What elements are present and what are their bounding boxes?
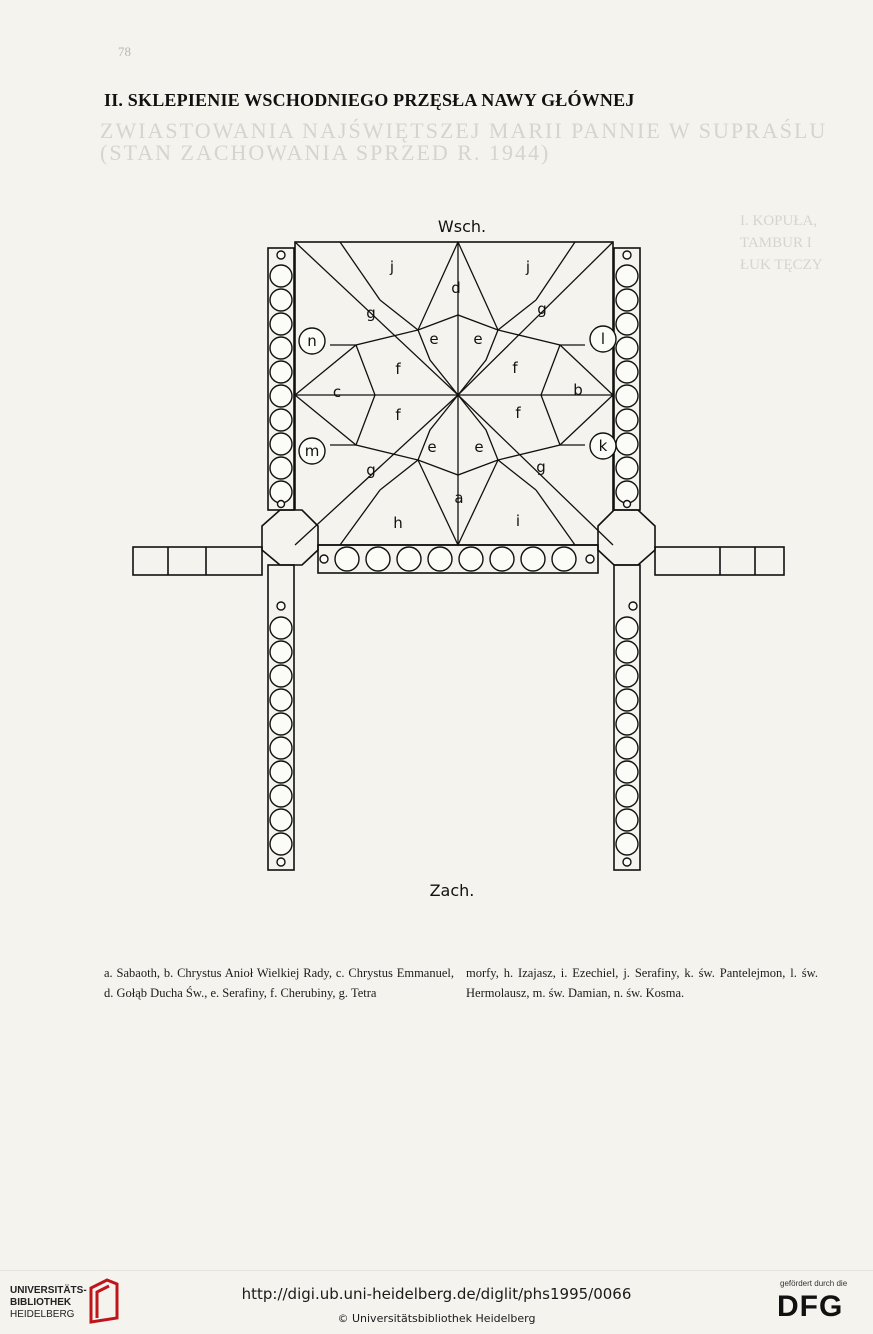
octagon-sw xyxy=(262,510,318,565)
letter-g-ne: g xyxy=(537,300,547,318)
caption-right: morfy, h. Izajasz, i. Ezechiel, j. Serafiny, k. św. Pantelejmon, l. św. Hermolausz, m. św. Damian, n. św. Kosma. xyxy=(466,966,818,1000)
left-arch-band xyxy=(133,547,262,575)
dfg-logo: DFG xyxy=(777,1290,844,1323)
letter-e-n1: e xyxy=(429,330,439,348)
letter-h: h xyxy=(393,514,403,532)
letter-f-nw: f xyxy=(395,360,401,378)
letter-j-right: j xyxy=(525,258,531,276)
letter-l: l xyxy=(600,330,606,348)
letter-c: c xyxy=(332,383,342,401)
page-number: 78 xyxy=(118,44,131,59)
library-line-3: HEIDELBERG xyxy=(10,1309,75,1320)
letter-m: m xyxy=(304,442,320,460)
letter-f-se: f xyxy=(515,404,521,422)
bleed-line-1: ZWIASTOWANIA NAJŚWIĘTSZEJ MARII PANNIE W SUPRAŚLU xyxy=(100,118,828,143)
letter-k: k xyxy=(598,437,608,455)
funder-label: gefördert durch die xyxy=(780,1279,848,1288)
copyright-notice: © Universitätsbibliothek Heidelberg xyxy=(337,1312,536,1325)
library-line-2: BIBLIOTHEK xyxy=(10,1297,72,1308)
letter-f-ne: f xyxy=(512,359,518,377)
label-east: Wsch. xyxy=(437,217,487,236)
caption-left: a. Sabaoth, b. Chrystus Anioł Wielkiej Rady, c. Chrystus Emmanuel, d. Gołąb Ducha Św., e. Serafiny, f. Cherubiny, g. Tetra xyxy=(104,966,454,1000)
letter-j-left: j xyxy=(389,258,395,276)
letter-e-s2: e xyxy=(474,438,484,456)
letter-d: d xyxy=(451,279,461,297)
letter-i: i xyxy=(515,512,521,530)
label-west: Zach. xyxy=(429,881,475,900)
letter-n: n xyxy=(307,332,317,350)
letter-g-sw: g xyxy=(366,461,376,479)
letter-a: a xyxy=(454,489,464,507)
bleed-heading: I. KOPUŁA, TAMBUR I ŁUK TĘCZY xyxy=(740,213,823,273)
medallion-chains xyxy=(270,251,638,866)
library-line-1: UNIVERSITÄTS- xyxy=(10,1285,87,1296)
letter-e-s1: e xyxy=(427,438,437,456)
bleed-line-2: (STAN ZACHOWANIA SPRZED R. 1944) xyxy=(100,140,551,165)
letter-g-se: g xyxy=(536,458,546,476)
letter-e-n2: e xyxy=(473,330,483,348)
letter-g-nw: g xyxy=(366,304,376,322)
permalink-url[interactable]: http://digi.ub.uni-heidelberg.de/diglit/phs1995/0066 xyxy=(241,1285,632,1303)
octagon-se xyxy=(598,510,655,565)
letter-f-sw: f xyxy=(395,406,401,424)
page-title: II. SKLEPIENIE WSCHODNIEGO PRZĘSŁA NAWY GŁÓWNEJ xyxy=(104,90,635,110)
letter-b: b xyxy=(573,381,583,399)
